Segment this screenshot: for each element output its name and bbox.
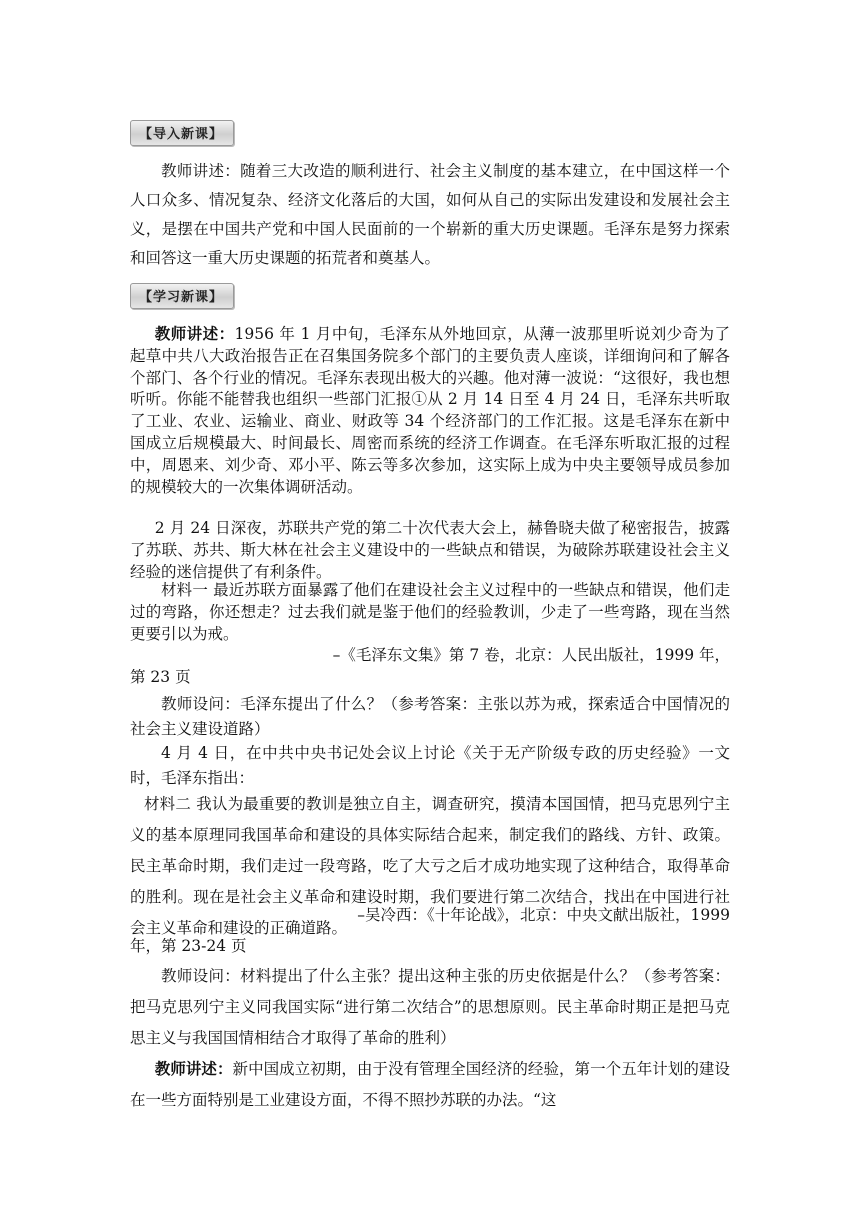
material-one-source-page: 第 23 页 <box>130 668 191 686</box>
narration-lead-4: 教师讲述： <box>154 1059 233 1078</box>
teacher-question-1: 教师设问：毛泽东提出了什么？（参考答案：主张以苏为戒，探索适合中国情况的社会主义建设道路） <box>130 695 730 738</box>
material-one-source: –《毛泽东文集》第 7 卷，北京：人民出版社，1999 年， <box>332 646 730 664</box>
teacher-question-2: 教师设问：材料提出了什么主张？提出这种主张的历史依据是什么？（参考答案：把马克思列宁主义同我国实际“进行第二次结合”的思想原则。民主革命时期正是把马克思主义与我国国情相结合才取得了革命的胜利） <box>130 967 730 1047</box>
material-one: 材料一 最近苏联方面暴露了他们在建设社会主义过程中的一些缺点和错误，他们走过的弯路，你还想走？过去我们就是鉴于他们的经验教训，少走了一些弯路，现在当然更要引以为戒。 <box>130 581 730 643</box>
narration-paragraph-1 <box>130 323 730 498</box>
narration-paragraph-4 <box>130 1053 730 1116</box>
intro-paragraph: 教师讲述：随着三大改造的顺利进行、社会主义制度的基本建立，在中国这样一个人口众多、情况复杂、经济文化落后的大国，如何从自己的实际出发建设和发展社会主义，是摆在中国共产党和中国人民面前的一个崭新的重大历史课题。毛泽东是努力探索和回答这一重大历史课题的拓荒者和奠基人。 <box>130 162 730 267</box>
narration-text-4: 新中国成立初期，由于没有管理全国经济的经验，第一个五年计划的建设在一些方面特别是工业建设方面，不得不照抄苏联的办法。“这 <box>130 1060 730 1109</box>
narration-paragraph-3: 4 月 4 日，在中共中央书记处会议上讨论《关于无产阶级专政的历史经验》一文时，毛泽东指出： <box>130 744 730 787</box>
section-tag-intro: 【导入新课】 <box>130 120 234 146</box>
narration-text-1: 1956 年 1 月中旬，毛泽东从外地回京，从薄一波那里听说刘少奇为了起草中共八大政治报告正在召集国务院多个部门的主要负责人座谈，详细询问和了解各个部门、各个行业的情况。毛泽东表现出极大的兴趣。他对薄一波说：“这很好，我也想听听。你能不能替我也组织一些部门汇报①从 2 月 14 日至 4 月 24 日，毛泽东共听取了工业、农业、运输业、商业、财政等 34 个经济部门的工作汇报。这是毛泽东在新中国成立后规模最大、时间最长、周密而系统的经济工作调查。在毛泽东听取汇报的过程中，周恩来、刘少奇、邓小平、陈云等多次参加，这实际上成为中央主要领导成员参加的规模较大的一次集体调研活动。 <box>130 325 730 496</box>
material-two-source: –吴冷西：《十年论战》，北京：中央文献出版社，1999 <box>357 906 730 924</box>
narration-paragraph-2: 2 月 24 日深夜，苏联共产党的第二十次代表大会上，赫鲁晓夫做了秘密报告，披露了苏联、苏共、斯大林在社会主义建设中的一些缺点和错误，为破除苏联建设社会主义经验的迷信提供了有利条件。 <box>130 519 730 581</box>
section-tag-learn: 【学习新课】 <box>130 283 234 309</box>
material-two-source-page: 年，第 23-24 页 <box>130 937 247 955</box>
material-two: 材料二 我认为最重要的教训是独立自主，调查研究，摸清本国国情，把马克思列宁主义的基本原理同我国革命和建设的具体实际结合起来，制定我们的路线、方针、政策。民主革命时期，我们走过一段弯路，吃了大亏之后才成功地实现了这种结合，取得革命的胜利。现在是社会主义革命和建设时期，我们要进行第二次结合，找出在中国进行社会主义革命和建设的正确道路。 <box>130 795 730 937</box>
narration-lead-1: 教师讲述： <box>154 324 235 343</box>
